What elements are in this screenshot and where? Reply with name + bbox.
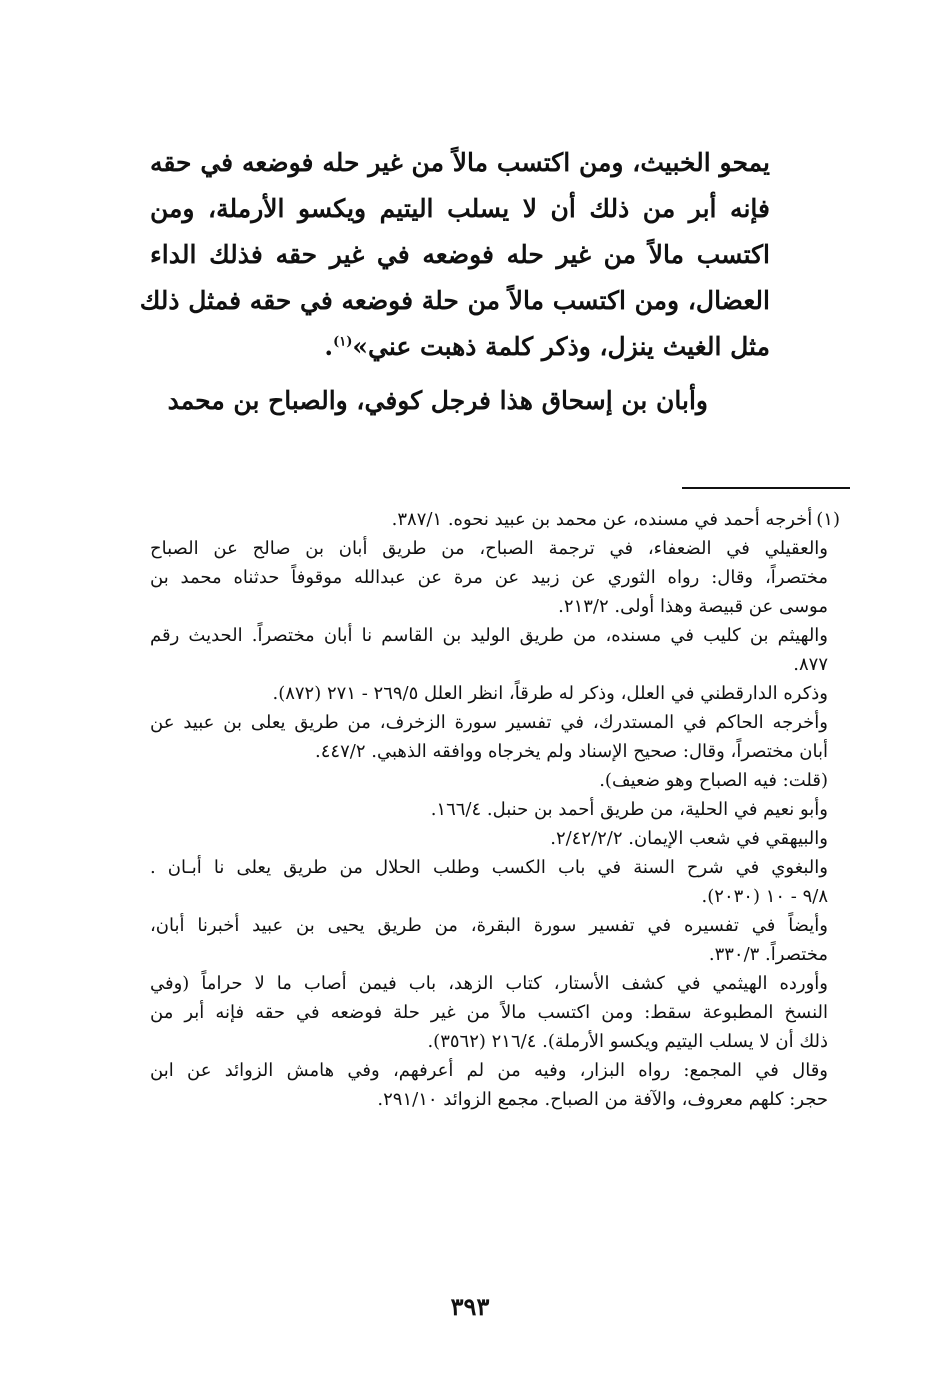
footnote-line: (قلت: فيه الصباح وهو ضعيف). (599, 770, 828, 791)
footnote-line: وأخرجه الحاكم في المستدرك، في تفسير سورة الزخرف، من طريق يعلى بن عبيد عن (150, 712, 828, 733)
body-line-5-end: . (324, 332, 334, 361)
body-line-2: فإنه أبر من ذلك أن لا يسلب اليتيم ويكسو الأرملة، ومن (150, 194, 770, 223)
footnote-line: ٩/٨ - ١٠ (٢٠٣٠). (701, 886, 828, 907)
footnote-line: والبيهقي في شعب الإيمان. ٢/٤٢/٢/٢. (550, 828, 828, 849)
body-line-1: يمحو الخبيث، ومن اكتسب مالاً من غير حله فوضعه في حقه (150, 148, 770, 177)
footnote-line: والهيثم بن كليب في مسنده، من طريق الوليد بن القاسم نا أبان مختصراً. الحديث رقم (150, 625, 828, 646)
footnote-line: موسى عن قبيصة وهذا أولى. ٢١٣/٢. (558, 596, 828, 617)
body-line-3: اكتسب مالاً من غير حله فوضعه في غير حقه فذلك الداء (150, 240, 770, 269)
footnote-line: ذلك أن لا يسلب اليتيم ويكسو الأرملة). ٢١٦/٤ (٣٥٦٢). (427, 1031, 828, 1052)
footnote-line: وقال في المجمع: رواه البزار، وفيه من لم أعرفهم، وفي هامش الزوائد عن ابن (150, 1060, 828, 1081)
footnote-line: حجر: كلهم معروف، والآفة من الصباح. مجمع الزوائد ٢٩١/١٠. (377, 1089, 828, 1110)
footnote-line: مختصراً. ٣٣٠/٣. (708, 944, 828, 965)
footnote-line: النسخ المطبوعة سقط: ومن اكتسب مالاً من غير حلة فوضعه في حقه فإنه أبر من (150, 1002, 828, 1023)
footnote-line (150, 505, 840, 534)
footnote-line: مختصراً، وقال: رواه الثوري عن زبيد عن مرة عن عبدالله موقوفاً حدثناه محمد بن (150, 567, 828, 588)
footnote-line: ٨٧٧. (793, 654, 828, 675)
body-line-5-text: مثل الغيث ينزل، وذكر كلمة ذهبت عني» (352, 332, 770, 361)
footnote-line: وأبو نعيم في الحلية، من طريق أحمد بن حنبل. ١٦٦/٤. (430, 799, 828, 820)
footnote-line: والعقيلي في الضعفاء، في ترجمة الصباح، من طريق أبان بن صالح عن الصباح (150, 538, 828, 559)
footnote-line: وذكره الدارقطني في العلل، وذكر له طرقاً، انظر العلل ٢٦٩/٥ - ٢٧١ (٨٧٢). (272, 683, 828, 704)
page-number: ٣٩٣ (450, 1292, 490, 1321)
body-line-5 (150, 324, 770, 370)
footnote-separator (682, 487, 850, 489)
main-body-text (139, 140, 770, 424)
footnote-line: أبان مختصراً، وقال: صحيح الإسناد ولم يخرجاه ووافقه الذهبي. ٤٤٧/٢. (315, 741, 828, 762)
footnote-number: (١) (816, 509, 840, 530)
footnote-line: وأيضاً في تفسيره في تفسير سورة البقرة، من طريق يحيى بن عبيد أخبرنا أبان، (150, 915, 828, 936)
footnote-line: وأورده الهيثمي في كشف الأستار، كتاب الزهد، باب فيمن أصاب ما لا حراماً (وفي (150, 973, 829, 994)
footnote-reference[interactable]: (١) (333, 334, 353, 350)
body-line-6: وأبان بن إسحاق هذا فرجل كوفي، والصباح بن محمد (167, 386, 708, 415)
footnote-line: والبغوي في شرح السنة في باب الكسب وطلب الحلال من طريق يعلى نا أبـان . (150, 857, 828, 878)
footnote-line-text: أخرجه أحمد في مسنده، عن محمد بن عبيد نحوه. ٣٨٧/١. (391, 509, 813, 530)
footnotes-section (150, 505, 840, 1114)
body-line-4: العضال، ومن اكتسب مالاً من حلة فوضعه في حقه فمثل ذلك (139, 286, 770, 315)
